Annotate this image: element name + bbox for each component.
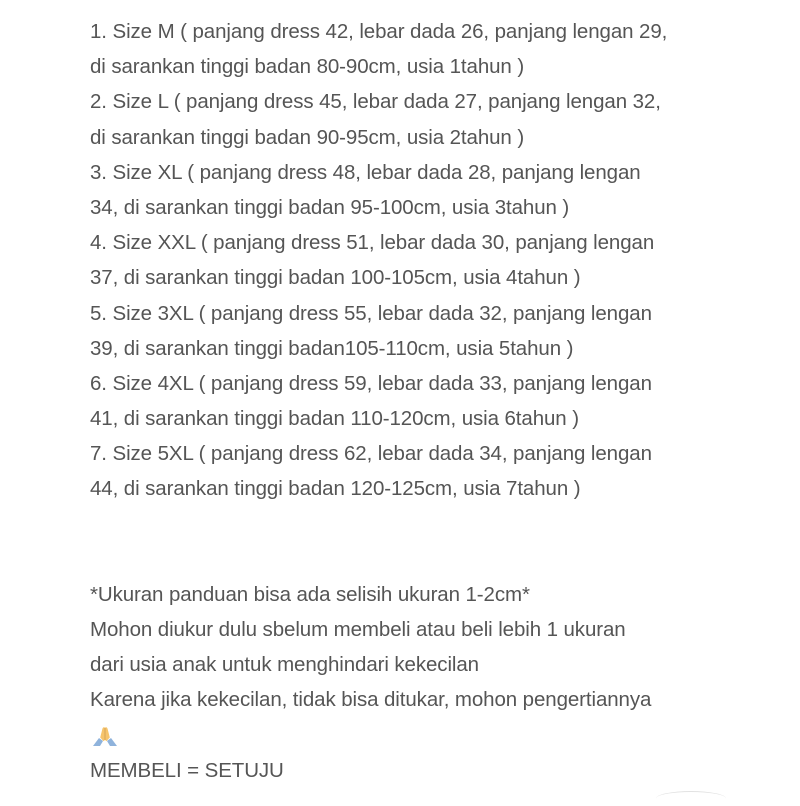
measure-note-line-1: Mohon diukur dulu sbelum membeli atau beli lebih 1 ukuran [90, 617, 626, 641]
size-5xl-line-2: 44, di sarankan tinggi badan 120-125cm, usia 7tahun ) [90, 477, 581, 501]
size-xl-line-2: 34, di sarankan tinggi badan 95-100cm, usia 3tahun ) [90, 195, 570, 219]
size-l-line-1: 2. Size L ( panjang dress 45, lebar dada 27, panjang lengan 32, [90, 90, 661, 114]
size-3xl-line-1: 5. Size 3XL ( panjang dress 55, lebar dada 32, panjang lengan [90, 301, 652, 325]
size-4xl-line-1: 6. Size 4XL ( panjang dress 59, lebar dada 33, panjang lengan [90, 371, 652, 395]
size-m-line-1: 1. Size M ( panjang dress 42, lebar dada 26, panjang lengan 29, [90, 20, 668, 43]
folded-hands-icon [91, 725, 119, 747]
decorative-edge [656, 791, 726, 806]
measure-note-line-2: dari usia anak untuk menghindari kekecilan [90, 653, 479, 676]
tolerance-note: *Ukuran panduan bisa ada selisih ukuran 1-2cm* [90, 582, 530, 606]
no-exchange-note: Karena jika kekecilan, tidak bisa ditukar, mohon pengertiannya [90, 688, 652, 712]
size-l-line-2: di sarankan tinggi badan 90-95cm, usia 2tahun ) [90, 125, 525, 149]
size-xxl-line-1: 4. Size XXL ( panjang dress 51, lebar dada 30, panjang lengan [90, 231, 655, 255]
size-3xl-line-2: 39, di sarankan tinggi badan105-110cm, usia 5tahun ) [90, 336, 574, 360]
size-4xl-line-2: 41, di sarankan tinggi badan 110-120cm, usia 6tahun ) [90, 407, 579, 431]
size-m-line-2: di sarankan tinggi badan 80-90cm, usia 1tahun ) [90, 55, 525, 79]
size-guide-text [90, 14, 770, 788]
section-spacer [90, 507, 770, 577]
size-xxl-line-2: 37, di sarankan tinggi badan 100-105cm, usia 4tahun ) [90, 266, 581, 290]
agreement-note: MEMBELI = SETUJU [90, 758, 284, 782]
size-5xl-line-1: 7. Size 5XL ( panjang dress 62, lebar dada 34, panjang lengan [90, 442, 652, 466]
size-xl-line-1: 3. Size XL ( panjang dress 48, lebar dada 28, panjang lengan [90, 160, 641, 184]
emoji-line [90, 717, 770, 752]
